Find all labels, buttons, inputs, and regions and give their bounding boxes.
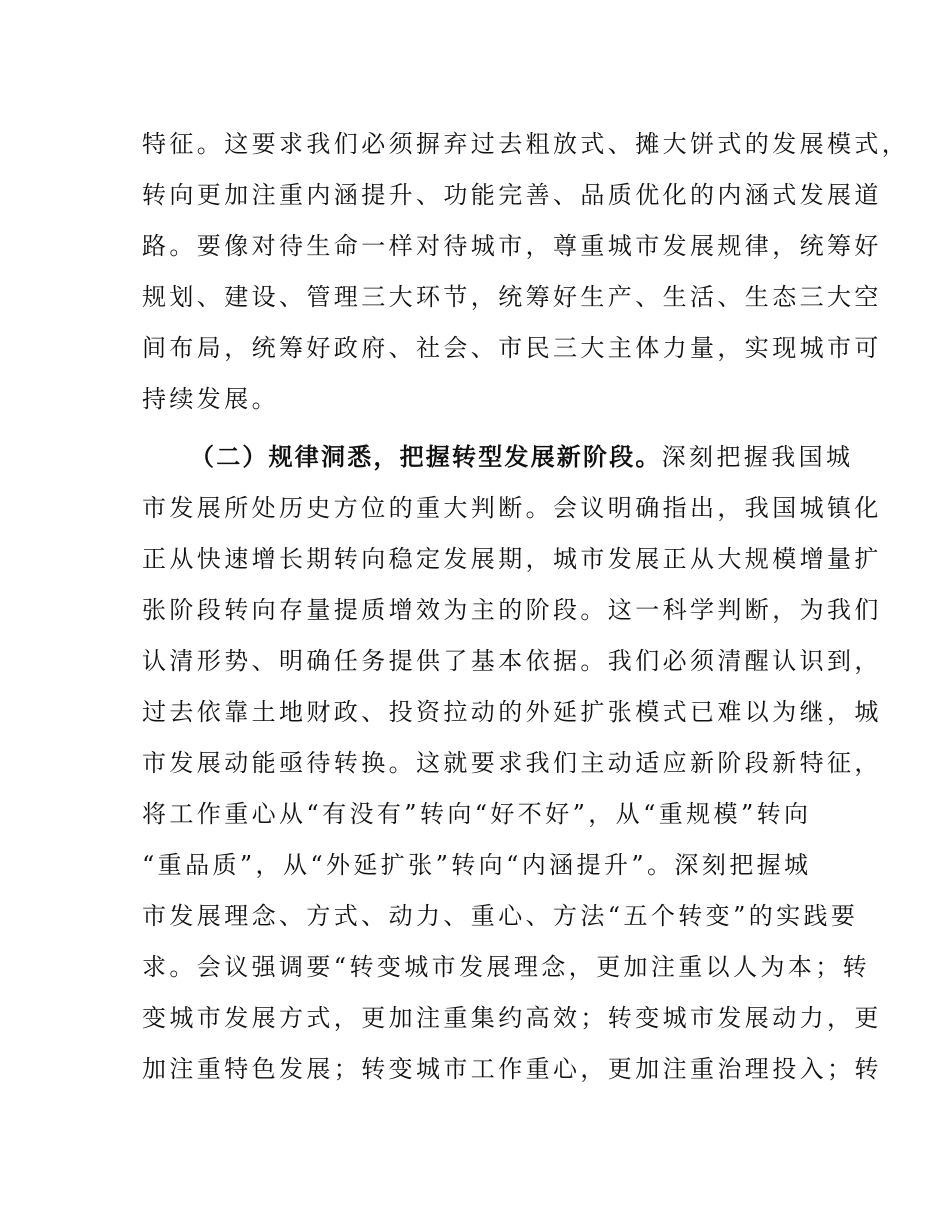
paragraph-2-line-13: 加注重特色发展；转变城市工作重心，更加注重治理投入；转 bbox=[142, 1055, 882, 1083]
paragraph-2-line-7: 市发展动能亟待转换。这就要求我们主动适应新阶段新特征， bbox=[142, 749, 882, 777]
section-heading: （二）规律洞悉，把握转型发展新阶段。 bbox=[190, 443, 662, 471]
paragraph-2-line-10: 市发展理念、方式、动力、重心、方法“五个转变”的实践要 bbox=[142, 902, 859, 930]
paragraph-1-line-6: 持续发展。 bbox=[142, 385, 279, 413]
paragraph-1-line-3: 路。要像对待生命一样对待城市，尊重城市发展规律，统筹好 bbox=[142, 232, 882, 260]
paragraph-2-line-3: 正从快速增长期转向稳定发展期，城市发展正从大规模增量扩 bbox=[142, 545, 882, 573]
paragraph-2-first-line-text: 深刻把握我国城 bbox=[661, 443, 854, 471]
paragraph-1-line-1: 特征。这要求我们必须摒弃过去粗放式、摊大饼式的发展模式， bbox=[142, 130, 910, 158]
paragraph-2-line-2: 市发展所处历史方位的重大判断。会议明确指出，我国城镇化 bbox=[142, 494, 882, 522]
paragraph-1-line-2: 转向更加注重内涵提升、功能完善、品质优化的内涵式发展道 bbox=[142, 181, 882, 209]
paragraph-2-first-line bbox=[190, 437, 853, 477]
paragraph-2-line-11: 求。会议强调要“转变城市发展理念，更加注重以人为本；转 bbox=[142, 953, 871, 981]
paragraph-1-line-5: 间布局，统筹好政府、社会、市民三大主体力量，实现城市可 bbox=[142, 334, 882, 362]
paragraph-2-line-9: “重品质”，从“外延扩张”转向“内涵提升”。深刻把握城 bbox=[142, 851, 812, 879]
paragraph-2-line-5: 认清形势、明确任务提供了基本依据。我们必须清醒认识到， bbox=[142, 647, 882, 675]
paragraph-2-line-4: 张阶段转向存量提质增效为主的阶段。这一科学判断，为我们 bbox=[142, 596, 882, 624]
paragraph-2-line-8: 将工作重心从“有没有”转向“好不好”，从“重规模”转向 bbox=[142, 800, 812, 828]
paragraph-2-line-6: 过去依靠土地财政、投资拉动的外延扩张模式已难以为继，城 bbox=[142, 698, 882, 726]
paragraph-2-line-12: 变城市发展方式，更加注重集约高效；转变城市发展动力，更 bbox=[142, 1004, 882, 1032]
paragraph-1-line-4: 规划、建设、管理三大环节，统筹好生产、生活、生态三大空 bbox=[142, 283, 882, 311]
